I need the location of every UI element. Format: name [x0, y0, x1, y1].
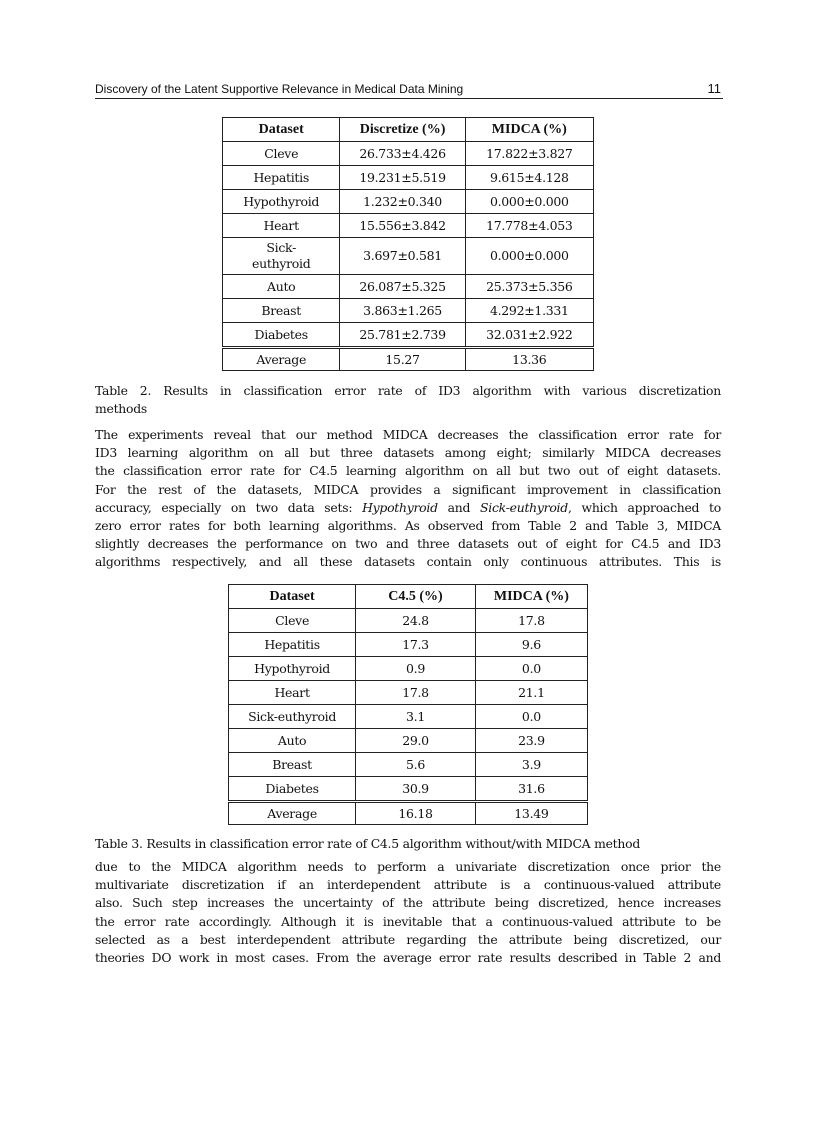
text-line: theories DO work in most cases. From the average error rate results described in Table 2 and — [95, 949, 721, 965]
table-cell: 25.373±5.356 — [465, 275, 593, 299]
table-cell: Auto — [223, 275, 340, 299]
table-cell: 3.1 — [356, 705, 476, 729]
text-line — [95, 499, 721, 517]
table-cell: 15.556±3.842 — [340, 214, 465, 238]
table-cell: Cleve — [223, 142, 340, 166]
table-cell: 32.031±2.922 — [465, 323, 593, 348]
table-cell: 0.0 — [475, 705, 587, 729]
text-line: Table 2. Results in classification error rate of ID3 algorithm with various discretization — [95, 383, 721, 398]
table-3-caption — [95, 835, 721, 853]
table-row — [223, 299, 594, 323]
table-2-caption — [95, 382, 721, 418]
running-header — [95, 80, 723, 99]
header-title: Discovery of the Latent Supportive Relevance in Medical Data Mining — [95, 82, 464, 96]
table-cell: Cleve — [229, 609, 356, 633]
italic-dataset-name: Sick-euthyroid — [480, 499, 568, 515]
table-cell: Heart — [223, 214, 340, 238]
text-line: also. Such step increases the uncertainty of the attribute being discretized, hence increases — [95, 895, 721, 911]
table-2-id3-results — [222, 117, 594, 371]
table-cell: 5.6 — [356, 753, 476, 777]
table-cell: 26.087±5.325 — [340, 275, 465, 299]
table-cell: 30.9 — [356, 777, 476, 802]
table-cell: Diabetes — [223, 323, 340, 348]
table-cell: Heart — [229, 681, 356, 705]
table-row — [229, 657, 588, 681]
text-line: Table 3. Results in classification error rate of C4.5 algorithm without/with MIDCA method — [95, 836, 641, 851]
table-cell: 0.000±0.000 — [465, 190, 593, 214]
table-row — [229, 609, 588, 633]
table-row — [223, 275, 594, 299]
table-cell: 25.781±2.739 — [340, 323, 465, 348]
column-header: Dataset — [229, 585, 356, 609]
table-cell: 17.3 — [356, 633, 476, 657]
table-row — [229, 681, 588, 705]
average-row — [229, 802, 588, 825]
text-segment: and — [437, 499, 481, 515]
table-cell: Breast — [229, 753, 356, 777]
table-cell: 9.615±4.128 — [465, 166, 593, 190]
table-row — [229, 729, 588, 753]
average-row — [223, 348, 594, 371]
table-cell: 4.292±1.331 — [465, 299, 593, 323]
text-line: multivariate discretization if an interdependent attribute is a continuous-valued attribute — [95, 877, 721, 893]
table-row — [223, 238, 594, 275]
table-cell: Sick-euthyroid — [229, 705, 356, 729]
table-cell: 0.000±0.000 — [465, 238, 593, 275]
italic-dataset-name: Hypothyroid — [362, 499, 438, 515]
table-row — [223, 214, 594, 238]
table-header-row — [229, 585, 588, 609]
table-cell: Auto — [229, 729, 356, 753]
text-line: zero error rates for both learning algorithms. As observed from Table 2 and Table 3, MIDCA — [95, 517, 721, 533]
table-cell: 17.822±3.827 — [465, 142, 593, 166]
table-cell: 0.0 — [475, 657, 587, 681]
table-cell: 29.0 — [356, 729, 476, 753]
table-cell: Sick- euthyroid — [223, 238, 340, 275]
table-cell: 13.49 — [475, 802, 587, 825]
text-line: selected as a best interdependent attribute regarding the attribute being discretized, our — [95, 931, 721, 947]
column-header: MIDCA (%) — [465, 118, 593, 142]
text-line: For the rest of the datasets, MIDCA provides a significant improvement in classification — [95, 481, 721, 497]
table-3-c45-results — [228, 584, 588, 825]
text-line: ID3 learning algorithm on all but three datasets among eight; similarly MIDCA decreases — [95, 445, 721, 461]
text-line: The experiments reveal that our method MIDCA decreases the classification error rate for — [95, 427, 721, 442]
table-cell: Average — [223, 348, 340, 371]
column-header: Dataset — [223, 118, 340, 142]
table-row — [229, 753, 588, 777]
table-cell: 0.9 — [356, 657, 476, 681]
table-row — [223, 142, 594, 166]
table-cell: 23.9 — [475, 729, 587, 753]
paragraph-2 — [95, 858, 721, 967]
text-line: the classification error rate for C4.5 learning algorithm on all but two out of eight datasets. — [95, 463, 721, 479]
table-cell: Breast — [223, 299, 340, 323]
table-cell: Diabetes — [229, 777, 356, 802]
table-cell: 17.778±4.053 — [465, 214, 593, 238]
table-cell: 1.232±0.340 — [340, 190, 465, 214]
table-row — [229, 633, 588, 657]
table-row — [229, 705, 588, 729]
table-cell: 31.6 — [475, 777, 587, 802]
text-line: due to the MIDCA algorithm needs to perform a univariate discretization once prior the — [95, 859, 721, 874]
column-header: MIDCA (%) — [475, 585, 587, 609]
paragraph-1 — [95, 426, 721, 572]
table-cell: Hepatitis — [229, 633, 356, 657]
table-cell: 24.8 — [356, 609, 476, 633]
table-row — [229, 777, 588, 802]
text-line: methods — [95, 401, 148, 417]
table-row — [223, 190, 594, 214]
table-row — [223, 166, 594, 190]
table-cell: 3.9 — [475, 753, 587, 777]
text-segment: accuracy, especially on two data sets: — [95, 499, 363, 515]
table-cell: 15.27 — [340, 348, 465, 371]
page-number: 11 — [707, 81, 721, 96]
table-cell: 3.697±0.581 — [340, 238, 465, 275]
table-cell: 13.36 — [465, 348, 593, 371]
text-line: algorithms respectively, and all these datasets contain only continuous attributes. This is — [95, 554, 721, 570]
table-cell: Average — [229, 802, 356, 825]
table-cell: 9.6 — [475, 633, 587, 657]
table-cell: Hepatitis — [223, 166, 340, 190]
table-cell: 17.8 — [475, 609, 587, 633]
text-line: slightly decreases the performance on two and three datasets out of eight for C4.5 and ID3 — [95, 536, 721, 552]
table-header-row — [223, 118, 594, 142]
table-cell: Hypothyroid — [229, 657, 356, 681]
table-cell: Hypothyroid — [223, 190, 340, 214]
text-line: the error rate accordingly. Although it is inevitable that a continuous-valued attribute to be — [95, 913, 721, 929]
table-cell: 26.733±4.426 — [340, 142, 465, 166]
column-header: Discretize (%) — [340, 118, 465, 142]
table-cell: 19.231±5.519 — [340, 166, 465, 190]
table-row — [223, 323, 594, 348]
text-segment: , which approached to — [567, 499, 721, 515]
table-cell: 3.863±1.265 — [340, 299, 465, 323]
table-cell: 17.8 — [356, 681, 476, 705]
column-header: C4.5 (%) — [356, 585, 476, 609]
table-cell: 16.18 — [356, 802, 476, 825]
table-cell: 21.1 — [475, 681, 587, 705]
